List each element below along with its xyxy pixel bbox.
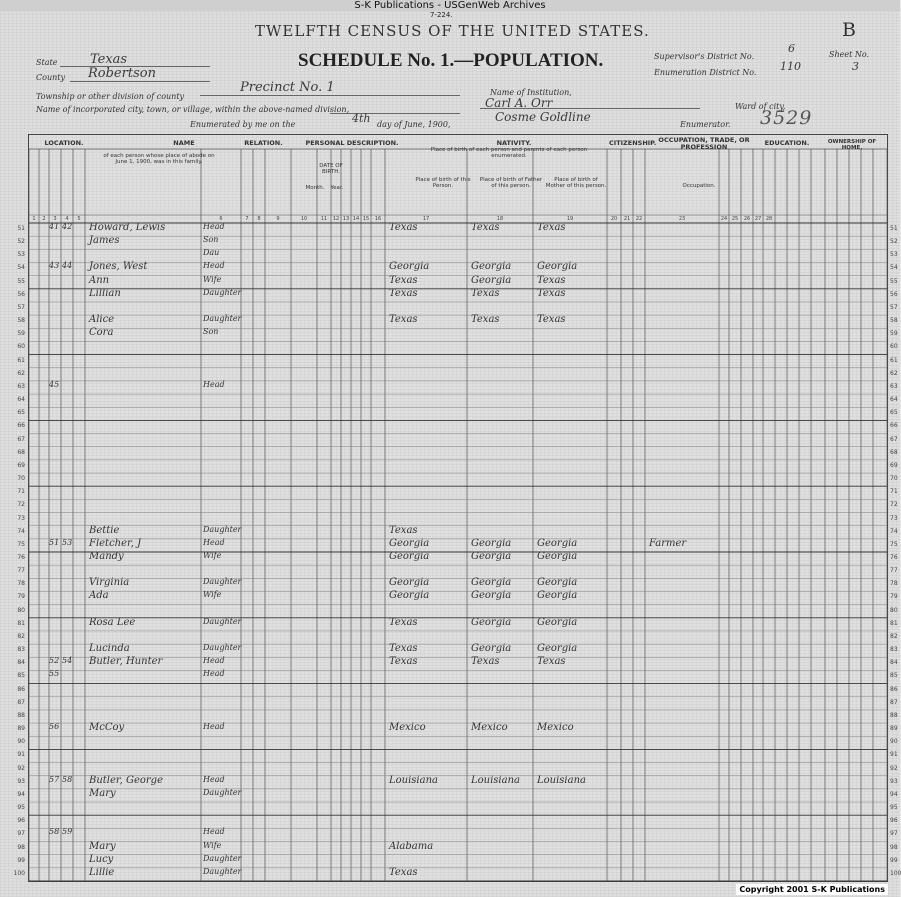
entry-birthplace: Texas bbox=[389, 524, 418, 536]
row-number: 64 bbox=[17, 396, 25, 404]
enumerator-value: Cosme Goldline bbox=[495, 110, 591, 124]
entry-relation: Daughter bbox=[203, 314, 242, 324]
row-number: 72 bbox=[17, 501, 25, 509]
row-number: 89 bbox=[17, 725, 25, 733]
entry-mother: Mexico bbox=[537, 722, 574, 734]
entry-father: Mexico bbox=[471, 722, 508, 734]
entry-relation: Wife bbox=[203, 840, 222, 850]
entry-relation: Daughter bbox=[203, 853, 242, 863]
row-number: 77 bbox=[17, 567, 25, 575]
entry-birthplace: Georgia bbox=[389, 590, 430, 602]
row-number-right: 57 bbox=[890, 303, 898, 311]
row-number-right: 71 bbox=[890, 488, 898, 496]
row-number: 56 bbox=[17, 290, 25, 298]
row-number: 90 bbox=[17, 738, 25, 746]
entry-family: 54 bbox=[62, 656, 73, 666]
row-number-right: 82 bbox=[890, 632, 898, 640]
row-number-right: 94 bbox=[890, 790, 898, 798]
column-number: 15 bbox=[362, 216, 370, 222]
row-number: 65 bbox=[17, 409, 25, 417]
hdr-occupation-sub: Occupation. bbox=[682, 183, 716, 189]
township-value: Precinct No. 1 bbox=[240, 80, 335, 95]
row-number-right: 77 bbox=[890, 567, 898, 575]
column-number: 2 bbox=[42, 216, 46, 222]
entry-dwelling: 56 bbox=[49, 722, 60, 732]
entry-occupation: Farmer bbox=[649, 537, 687, 549]
entry-mother: Georgia bbox=[537, 616, 578, 628]
state-label: State bbox=[36, 58, 58, 67]
row-number: 80 bbox=[17, 606, 25, 614]
row-number-right: 69 bbox=[890, 461, 898, 469]
entry-name: Alice bbox=[89, 314, 115, 326]
entry-relation: Head bbox=[203, 656, 225, 666]
column-number: 27 bbox=[754, 216, 762, 222]
entry-birthplace: Mexico bbox=[389, 722, 426, 734]
row-number-right: 56 bbox=[890, 290, 898, 298]
column-number: 10 bbox=[300, 216, 308, 222]
entry-dwelling: 43 bbox=[49, 261, 60, 271]
entry-name: Mary bbox=[89, 787, 116, 799]
entry-relation: Daughter bbox=[203, 287, 242, 297]
entry-name: Butler, Hunter bbox=[89, 656, 163, 668]
column-number: 21 bbox=[623, 216, 631, 222]
column-number: 9 bbox=[276, 216, 280, 222]
row-number: 69 bbox=[17, 461, 25, 469]
entry-dwelling: 57 bbox=[49, 774, 60, 784]
sheet-letter: B bbox=[842, 19, 856, 41]
column-number: 23 bbox=[678, 216, 686, 222]
column-number: 17 bbox=[422, 216, 430, 222]
entry-mother: Georgia bbox=[537, 551, 578, 562]
row-number: 75 bbox=[17, 540, 25, 548]
state-value: Texas bbox=[90, 52, 128, 67]
row-number: 95 bbox=[17, 804, 25, 812]
month-label: day of June, 1900, bbox=[377, 120, 451, 129]
row-number-right: 68 bbox=[890, 448, 898, 456]
entry-name: Butler, George bbox=[89, 774, 163, 786]
row-number: 87 bbox=[17, 698, 25, 706]
row-number: 76 bbox=[17, 554, 25, 561]
township-label: Township or other division of county bbox=[36, 92, 185, 101]
entry-mother: Texas bbox=[537, 274, 566, 286]
entry-name: Virginia bbox=[89, 577, 130, 589]
entry-name: Fletcher, J bbox=[89, 537, 142, 549]
entry-father: Georgia bbox=[471, 616, 512, 628]
column-number: 1 bbox=[32, 216, 36, 222]
row-number-right: 91 bbox=[890, 751, 898, 759]
row-number: 63 bbox=[17, 382, 25, 390]
entry-relation: Daughter bbox=[203, 787, 242, 797]
enum-district-label: Enumeration District No. bbox=[654, 68, 757, 77]
row-number: 84 bbox=[17, 659, 25, 667]
row-number-right: 93 bbox=[890, 777, 898, 785]
row-number-right: 80 bbox=[890, 606, 898, 614]
row-number: 82 bbox=[17, 632, 25, 640]
row-number-right: 51 bbox=[890, 225, 898, 232]
row-number-right: 64 bbox=[890, 396, 898, 404]
entry-birthplace: Texas bbox=[389, 287, 418, 299]
column-number: 3 bbox=[53, 216, 57, 222]
institution-value: Carl A. Orr bbox=[485, 96, 553, 110]
row-number-right: 79 bbox=[890, 593, 898, 601]
column-number: 22 bbox=[635, 216, 643, 222]
row-number: 51 bbox=[17, 225, 25, 232]
population-table bbox=[13, 134, 901, 882]
row-number-right: 87 bbox=[890, 698, 898, 706]
entry-birthplace: Texas bbox=[389, 222, 418, 233]
entry-dwelling: 41 bbox=[49, 222, 60, 231]
entry-name: James bbox=[89, 235, 120, 247]
column-number: 4 bbox=[65, 216, 69, 222]
enumerator-label: Enumerator. bbox=[680, 120, 731, 129]
column-number: 18 bbox=[496, 216, 504, 222]
entry-relation: Wife bbox=[203, 274, 222, 284]
day-value: 4th bbox=[352, 112, 371, 125]
hdr-name: NAME bbox=[173, 139, 195, 147]
entry-relation: Daughter bbox=[203, 643, 242, 653]
entry-mother: Louisiana bbox=[537, 774, 586, 786]
column-number: 20 bbox=[610, 216, 618, 222]
entry-mother: Georgia bbox=[537, 643, 578, 655]
entry-name: Mary bbox=[89, 840, 116, 852]
entry-birthplace: Texas bbox=[389, 616, 418, 628]
hdr-location: LOCATION. bbox=[44, 139, 84, 147]
column-number: 28 bbox=[765, 216, 773, 222]
row-number-right: 61 bbox=[890, 356, 898, 364]
entry-relation: Daughter bbox=[203, 577, 242, 587]
entry-father: Texas bbox=[471, 222, 500, 233]
entry-relation: Head bbox=[203, 537, 225, 547]
entry-birthplace: Texas bbox=[389, 866, 418, 878]
entry-name: Ada bbox=[89, 590, 109, 602]
row-number: 94 bbox=[17, 790, 25, 798]
entry-birthplace: Louisiana bbox=[389, 774, 438, 786]
column-number: 7 bbox=[245, 216, 249, 222]
row-number-right: 84 bbox=[890, 659, 898, 667]
city-label: Name of incorporated city, town, or village, within the above-named division, bbox=[36, 105, 350, 114]
entry-name: Rosa Lee bbox=[89, 616, 136, 628]
row-number: 54 bbox=[17, 264, 25, 272]
row-number-right: 70 bbox=[890, 475, 898, 483]
row-number: 57 bbox=[17, 303, 25, 311]
hdr-nativity: NATIVITY. bbox=[496, 139, 532, 147]
row-number-right: 53 bbox=[890, 251, 898, 259]
form-number: 7-224. bbox=[430, 11, 453, 19]
row-number-right: 85 bbox=[890, 672, 898, 680]
row-number: 59 bbox=[17, 330, 25, 338]
row-number-right: 52 bbox=[890, 238, 898, 246]
hdr-personal: PERSONAL DESCRIPTION. bbox=[305, 139, 399, 147]
row-number-right: 63 bbox=[890, 382, 898, 390]
entry-relation: Daughter bbox=[203, 866, 242, 876]
entry-family: 58 bbox=[62, 774, 73, 784]
institution-line bbox=[480, 108, 700, 109]
hdr-birth-mother: Place of birth of Mother of this person. bbox=[545, 177, 607, 189]
column-number: 16 bbox=[374, 216, 382, 222]
row-number: 98 bbox=[17, 843, 25, 851]
entry-name: Jones, West bbox=[89, 261, 148, 273]
row-number-right: 95 bbox=[890, 804, 898, 812]
entry-relation: Head bbox=[203, 261, 225, 271]
row-number-right: 99 bbox=[890, 856, 898, 864]
entry-birthplace: Georgia bbox=[389, 577, 430, 589]
county-value: Robertson bbox=[88, 66, 156, 81]
hdr-month: Month. bbox=[305, 185, 325, 191]
entry-mother: Georgia bbox=[537, 261, 578, 273]
hdr-ownership: OWNERSHIP OF HOME. bbox=[827, 139, 877, 151]
hdr-citizenship: CITIZENSHIP. bbox=[609, 139, 657, 147]
row-number: 71 bbox=[17, 488, 25, 496]
row-number-right: 73 bbox=[890, 514, 898, 522]
entry-relation: Head bbox=[203, 379, 225, 389]
entry-birthplace: Texas bbox=[389, 656, 418, 668]
entry-relation: Head bbox=[203, 774, 225, 784]
column-number: 6 bbox=[219, 216, 223, 222]
entry-relation: Wife bbox=[203, 551, 222, 560]
entry-family: 53 bbox=[62, 537, 73, 547]
table-grid bbox=[29, 135, 887, 881]
row-number: 62 bbox=[17, 369, 25, 377]
column-number: 11 bbox=[320, 216, 328, 222]
row-number: 61 bbox=[17, 356, 25, 364]
supervisor-value: 6 bbox=[788, 42, 795, 55]
hdr-birth-father: Place of birth of Father of this person. bbox=[479, 177, 543, 189]
hdr-year: Year. bbox=[330, 185, 344, 191]
entry-relation: Head bbox=[203, 827, 225, 837]
entry-relation: Head bbox=[203, 222, 225, 231]
entry-name: Mandy bbox=[89, 551, 124, 562]
row-number-right: 59 bbox=[890, 330, 898, 338]
row-number-right: 67 bbox=[890, 435, 898, 443]
column-number: 12 bbox=[332, 216, 340, 222]
entry-dwelling: 45 bbox=[49, 379, 60, 389]
column-number: 8 bbox=[257, 216, 261, 222]
census-title: TWELFTH CENSUS OF THE UNITED STATES. bbox=[255, 22, 650, 40]
row-number: 52 bbox=[17, 238, 25, 246]
entry-relation: Son bbox=[203, 327, 219, 337]
entry-mother: Texas bbox=[537, 656, 566, 668]
row-number-right: 62 bbox=[890, 369, 898, 377]
ward-label: Ward of city, bbox=[735, 102, 786, 111]
entry-father: Georgia bbox=[471, 261, 512, 273]
entry-family: 59 bbox=[62, 827, 73, 837]
entry-relation: Dau bbox=[203, 248, 220, 258]
entry-mother: Georgia bbox=[537, 577, 578, 589]
row-number-right: 55 bbox=[890, 277, 898, 285]
entry-name: Howard, Lewis bbox=[89, 222, 166, 233]
hdr-occupation: OCCUPATION, TRADE, OR PROFESSION bbox=[658, 136, 750, 151]
row-number: 93 bbox=[17, 777, 25, 785]
column-number: 25 bbox=[731, 216, 739, 222]
row-number-right: 66 bbox=[890, 422, 898, 430]
row-number-right: 100 bbox=[890, 869, 901, 877]
row-number-right: 98 bbox=[890, 843, 898, 851]
row-number-right: 75 bbox=[890, 540, 898, 548]
ward-number: 3529 bbox=[760, 107, 813, 129]
entry-father: Georgia bbox=[471, 590, 512, 602]
row-number-right: 54 bbox=[890, 264, 898, 272]
copyright-notice: Copyright 2001 S-K Publications bbox=[736, 884, 888, 895]
row-number: 97 bbox=[17, 830, 25, 838]
hdr-date-of-birth: DATE OF BIRTH. bbox=[319, 163, 343, 175]
entry-name: Lillie bbox=[89, 866, 115, 878]
entry-birthplace: Georgia bbox=[389, 261, 430, 273]
sheet-value: 3 bbox=[852, 60, 859, 73]
entry-mother: Georgia bbox=[537, 590, 578, 602]
county-label: County bbox=[36, 73, 65, 82]
row-number-right: 76 bbox=[890, 554, 898, 561]
entry-dwelling: 52 bbox=[49, 656, 60, 666]
row-number: 58 bbox=[17, 317, 25, 325]
row-number-right: 96 bbox=[890, 817, 898, 825]
entry-birthplace: Georgia bbox=[389, 537, 430, 549]
city-line bbox=[330, 113, 460, 114]
sheet-label: Sheet No. bbox=[829, 50, 870, 59]
entry-family: 42 bbox=[62, 222, 73, 231]
entry-father: Georgia bbox=[471, 551, 512, 562]
hdr-birth-person: Place of birth of this Person. bbox=[415, 177, 471, 189]
row-number: 60 bbox=[17, 343, 25, 351]
entry-name: Lillian bbox=[89, 287, 121, 299]
column-number: 5 bbox=[77, 216, 81, 222]
row-number: 83 bbox=[17, 646, 25, 654]
row-number: 86 bbox=[17, 685, 25, 693]
entry-name: Bettie bbox=[89, 524, 120, 536]
entry-relation: Head bbox=[203, 669, 225, 679]
row-number-right: 78 bbox=[890, 580, 898, 588]
enum-district-value: 110 bbox=[780, 60, 801, 73]
entry-father: Georgia bbox=[471, 537, 512, 549]
column-number: 24 bbox=[720, 216, 728, 222]
row-number-right: 81 bbox=[890, 619, 898, 627]
supervisor-label: Supervisor's District No. bbox=[654, 52, 755, 61]
row-number: 53 bbox=[17, 251, 25, 259]
row-number: 85 bbox=[17, 672, 25, 680]
column-number: 14 bbox=[352, 216, 360, 222]
hdr-relation: RELATION. bbox=[244, 139, 283, 147]
entry-birthplace: Texas bbox=[389, 274, 418, 286]
row-number-right: 72 bbox=[890, 501, 898, 509]
entry-dwelling: 55 bbox=[49, 669, 60, 679]
entry-father: Texas bbox=[471, 314, 500, 326]
entry-mother: Texas bbox=[537, 222, 566, 233]
hdr-education: EDUCATION. bbox=[764, 139, 810, 147]
entry-dwelling: 58 bbox=[49, 827, 60, 837]
row-number: 78 bbox=[17, 580, 25, 588]
row-number: 79 bbox=[17, 593, 25, 601]
entry-mother: Texas bbox=[537, 314, 566, 326]
row-number: 100 bbox=[13, 869, 25, 877]
row-number: 81 bbox=[17, 619, 25, 627]
entry-name: Ann bbox=[89, 274, 110, 286]
entry-relation: Wife bbox=[203, 590, 222, 600]
row-number-right: 58 bbox=[890, 317, 898, 325]
entry-father: Georgia bbox=[471, 643, 512, 655]
entry-name: McCoy bbox=[89, 722, 125, 734]
entry-name: Lucinda bbox=[89, 643, 130, 655]
row-number-right: 89 bbox=[890, 725, 898, 733]
row-number-right: 60 bbox=[890, 343, 898, 351]
row-number-right: 90 bbox=[890, 738, 898, 746]
row-number-right: 74 bbox=[890, 527, 898, 535]
entry-birthplace: Texas bbox=[389, 314, 418, 326]
archive-banner: S-K Publications - USGenWeb Archives bbox=[0, 0, 900, 11]
row-number: 91 bbox=[17, 751, 25, 759]
column-number: 13 bbox=[342, 216, 350, 222]
entry-family: 44 bbox=[62, 261, 73, 271]
entry-father: Georgia bbox=[471, 274, 512, 286]
entry-mother: Georgia bbox=[537, 537, 578, 549]
schedule-title: SCHEDULE No. 1.—POPULATION. bbox=[298, 50, 604, 71]
row-number: 68 bbox=[17, 448, 25, 456]
institution-label: Name of Institution, bbox=[490, 88, 572, 97]
entry-birthplace: Texas bbox=[389, 643, 418, 655]
row-number-right: 97 bbox=[890, 830, 898, 838]
hdr-name-desc: of each person whose place of abode on June 1, 1900, was in this family. bbox=[103, 153, 215, 165]
column-number: 26 bbox=[743, 216, 751, 222]
row-number: 88 bbox=[17, 711, 25, 719]
row-number: 67 bbox=[17, 435, 25, 443]
column-number: 19 bbox=[566, 216, 574, 222]
row-number-right: 86 bbox=[890, 685, 898, 693]
entry-father: Texas bbox=[471, 287, 500, 299]
entry-relation: Daughter bbox=[203, 616, 242, 626]
row-number: 73 bbox=[17, 514, 25, 522]
row-number-right: 88 bbox=[890, 711, 898, 719]
row-number-right: 83 bbox=[890, 646, 898, 654]
row-number-right: 65 bbox=[890, 409, 898, 417]
row-number: 66 bbox=[17, 422, 25, 430]
row-number: 92 bbox=[17, 764, 25, 772]
entry-father: Louisiana bbox=[471, 774, 520, 786]
entry-mother: Texas bbox=[537, 287, 566, 299]
entry-relation: Son bbox=[203, 235, 219, 245]
entry-father: Georgia bbox=[471, 577, 512, 589]
entry-dwelling: 51 bbox=[49, 537, 60, 547]
row-number: 96 bbox=[17, 817, 25, 825]
entry-relation: Head bbox=[203, 722, 225, 732]
row-number-right: 92 bbox=[890, 764, 898, 772]
enumerated-label: Enumerated by me on the bbox=[190, 120, 296, 129]
row-number: 55 bbox=[17, 277, 25, 285]
entry-relation: Daughter bbox=[203, 524, 242, 534]
township-line bbox=[200, 95, 460, 96]
entry-birthplace: Georgia bbox=[389, 551, 430, 562]
row-number: 74 bbox=[17, 527, 25, 535]
entry-name: Cora bbox=[89, 327, 114, 339]
row-number: 99 bbox=[17, 856, 25, 864]
hdr-nativity-desc: Place of birth of each person and parents of each person enumerated. bbox=[430, 147, 588, 159]
county-line bbox=[70, 81, 210, 82]
entry-father: Texas bbox=[471, 656, 500, 668]
entry-name: Lucy bbox=[89, 853, 114, 865]
row-number: 70 bbox=[17, 475, 25, 483]
entry-birthplace: Alabama bbox=[389, 840, 434, 852]
